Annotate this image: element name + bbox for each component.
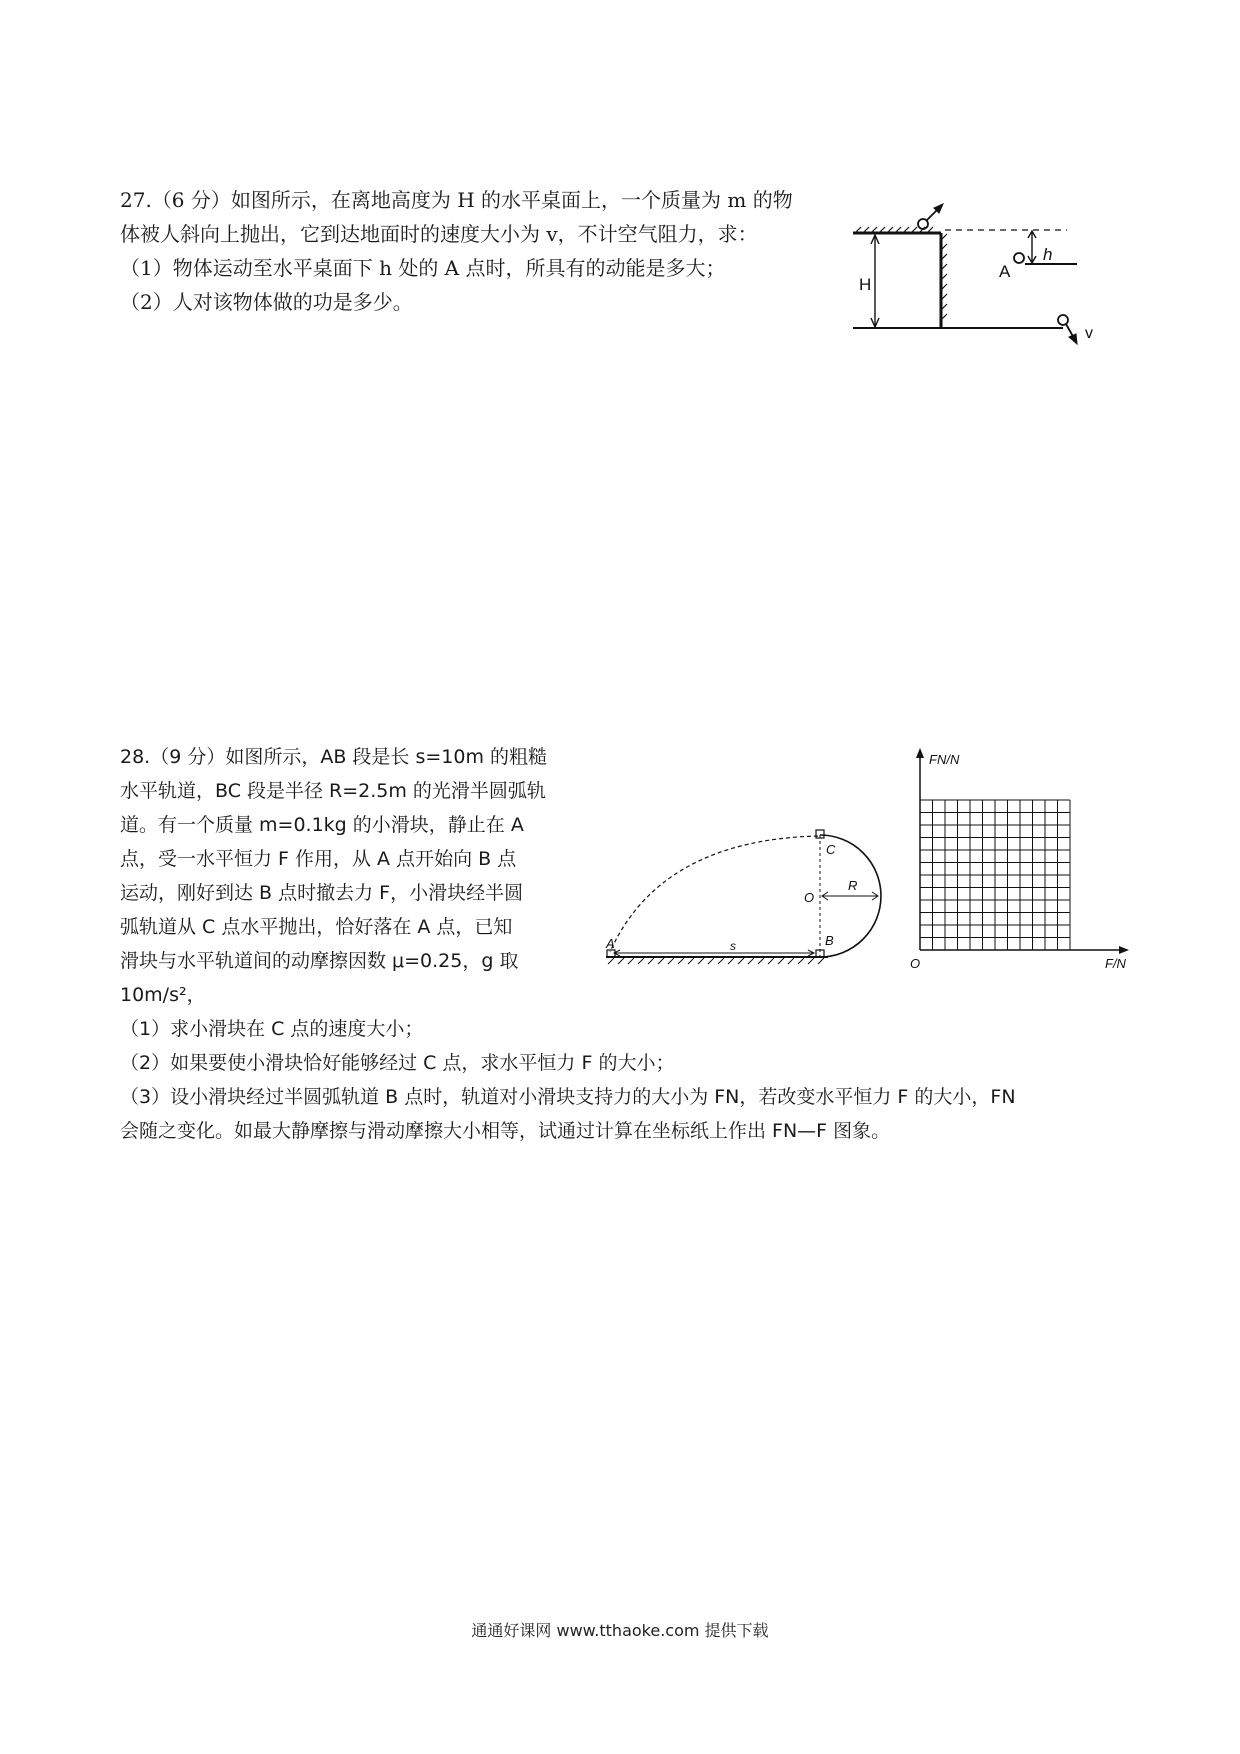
q27-line-2: 体被人斜向上抛出，它到达地面时的速度大小为 v，不计空气阻力，求： <box>120 222 758 246</box>
q28-sub-3b: 会随之变化。如最大静摩擦与滑动摩擦大小相等，试通过计算在坐标纸上作出 FN—F 图象。 <box>120 1120 891 1142</box>
q27-line-4: （2）人对该物体做的功是多少。 <box>120 290 413 314</box>
q28-line-1: 28.（9 分）如图所示，AB 段是长 s=10m 的粗糙 <box>120 746 547 768</box>
q28-sub-2: （2）如果要使小滑块恰好能够经过 C 点，求水平恒力 F 的大小； <box>120 1052 675 1074</box>
grid-origin-label: O <box>910 956 921 971</box>
label-H: H <box>859 275 872 294</box>
label-h: h <box>1043 245 1053 264</box>
q27-line-3: （1）物体运动至水平桌面下 h 处的 A 点时，所具有的动能是多大； <box>120 256 726 280</box>
ground-hatching <box>608 958 824 964</box>
label-A: A <box>999 262 1011 281</box>
track-label-A: A <box>606 936 615 951</box>
q28-track-figure <box>600 800 900 975</box>
grid-x-label: F/N <box>1105 956 1126 971</box>
q28-line-2: 水平轨道，BC 段是半径 R=2.5m 的光滑半圆弧轨 <box>120 780 546 802</box>
track-label-R: R <box>848 878 858 893</box>
q27-line-1: 27.（6 分）如图所示，在离地高度为 H 的水平桌面上，一个质量为 m 的物 <box>120 188 793 212</box>
q28-line-5: 运动，刚好到达 B 点时撤去力 F，小滑块经半圆 <box>120 882 524 904</box>
track-label-C: C <box>826 842 836 857</box>
coordinate-grid <box>920 800 1070 950</box>
q27-figure <box>845 200 1105 360</box>
track-label-s: s <box>730 939 736 953</box>
q28-line-7: 滑块与水平轨道间的动摩擦因数 μ=0.25，g 取 <box>120 950 519 972</box>
q28-line-6: 弧轨道从 C 点水平抛出，恰好落在 A 点，已知 <box>120 916 513 938</box>
label-v: v <box>1085 325 1093 342</box>
track-label-O: O <box>804 890 815 905</box>
grid-y-label: FN/N <box>929 752 960 767</box>
q28-grid-figure <box>905 740 1135 980</box>
q28-line-4: 点，受一水平恒力 F 作用，从 A 点开始向 B 点 <box>120 848 517 870</box>
track-label-B: B <box>825 933 834 948</box>
q28-line-8: 10m/s²， <box>120 984 206 1006</box>
q28-sub-3a: （3）设小滑块经过半圆弧轨道 B 点时，轨道对小滑块支持力的大小为 FN，若改变水平恒力 F 的大小，FN <box>120 1086 1016 1108</box>
page-footer: 通通好课网 www.tthaoke.com 提供下载 <box>471 1621 769 1640</box>
q28-line-3: 道。有一个质量 m=0.1kg 的小滑块，静止在 A <box>120 814 524 836</box>
q28-sub-1: （1）求小滑块在 C 点的速度大小； <box>120 1018 424 1040</box>
